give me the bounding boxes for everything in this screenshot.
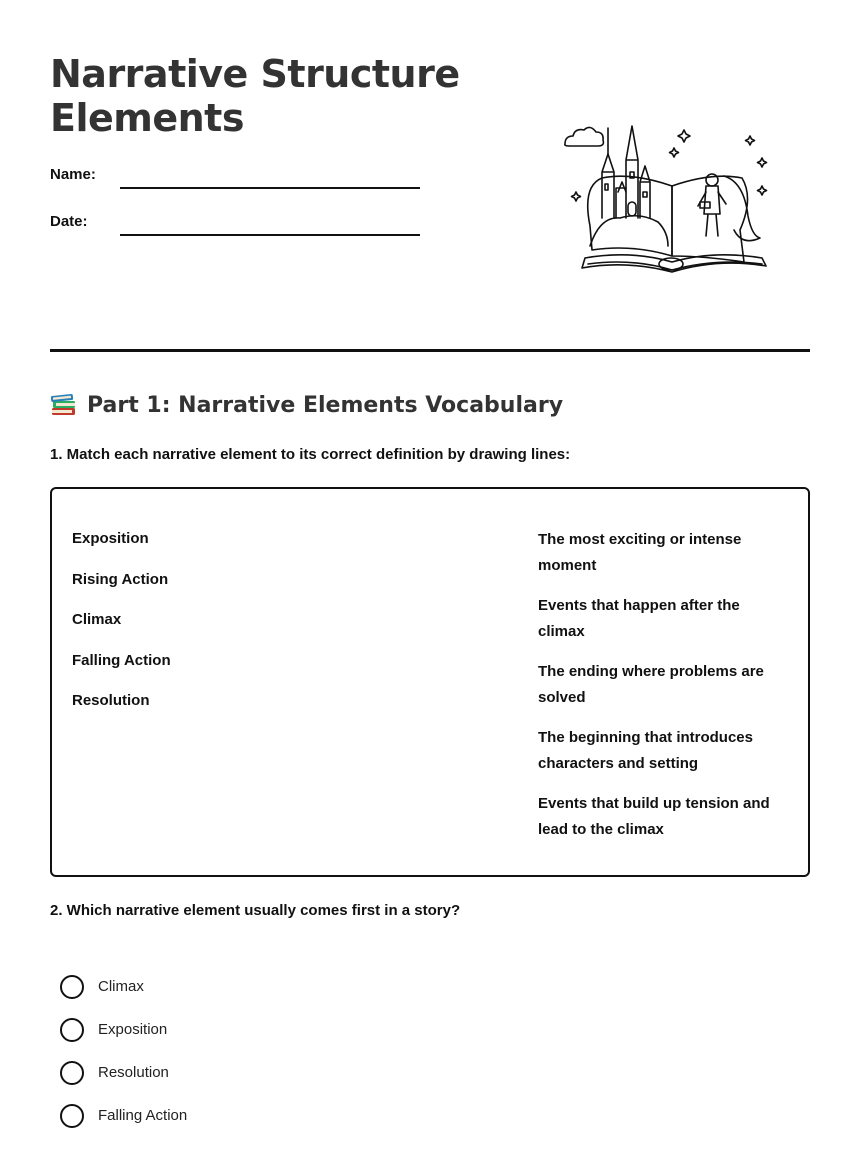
option-label: Falling Action: [98, 1107, 188, 1124]
date-field[interactable]: [120, 234, 420, 236]
option-label: Climax: [98, 978, 144, 995]
definition-item[interactable]: The most exciting or intense moment: [538, 531, 742, 574]
term-item[interactable]: Climax: [72, 611, 122, 628]
question-1-prompt: 1. Match each narrative element to its correct definition by drawing lines:: [50, 446, 571, 463]
option-label: Exposition: [98, 1021, 168, 1038]
definition-item[interactable]: The ending where problems are solved: [538, 663, 764, 706]
date-label: Date:: [50, 213, 88, 230]
option-climax[interactable]: [60, 965, 187, 1008]
radio-button[interactable]: [60, 975, 84, 999]
name-field[interactable]: [120, 187, 420, 189]
definition-item[interactable]: Events that happen after the climax: [538, 597, 740, 640]
term-item[interactable]: Resolution: [72, 692, 150, 709]
question-2-prompt: 2. Which narrative element usually comes first in a story?: [50, 902, 461, 919]
option-exposition[interactable]: [60, 1008, 187, 1051]
definition-item[interactable]: The beginning that introduces characters and setting: [538, 729, 753, 772]
matching-box: [50, 487, 810, 877]
option-resolution[interactable]: [60, 1051, 187, 1094]
books-icon: [50, 393, 77, 417]
worksheet-title: Narrative Structure Elements: [50, 52, 460, 140]
storybook-castle-knight-icon: [560, 118, 770, 278]
question-2-options: [60, 965, 187, 1137]
definition-item[interactable]: Events that build up tension and lead to the climax: [538, 795, 770, 838]
term-item[interactable]: Rising Action: [72, 570, 169, 588]
part1-heading: [50, 390, 563, 420]
term-item[interactable]: Falling Action: [72, 651, 171, 669]
radio-button[interactable]: [60, 1104, 84, 1128]
term-list: [72, 529, 171, 732]
radio-button[interactable]: [60, 1018, 84, 1042]
section-divider: [50, 349, 810, 352]
name-label: Name:: [50, 166, 96, 183]
definition-list: [538, 527, 788, 857]
part1-heading-text: Part 1: Narrative Elements Vocabulary: [87, 392, 564, 418]
term-item[interactable]: Exposition: [72, 530, 149, 547]
option-falling-action[interactable]: [60, 1094, 187, 1137]
option-label: Resolution: [98, 1064, 169, 1081]
radio-button[interactable]: [60, 1061, 84, 1085]
